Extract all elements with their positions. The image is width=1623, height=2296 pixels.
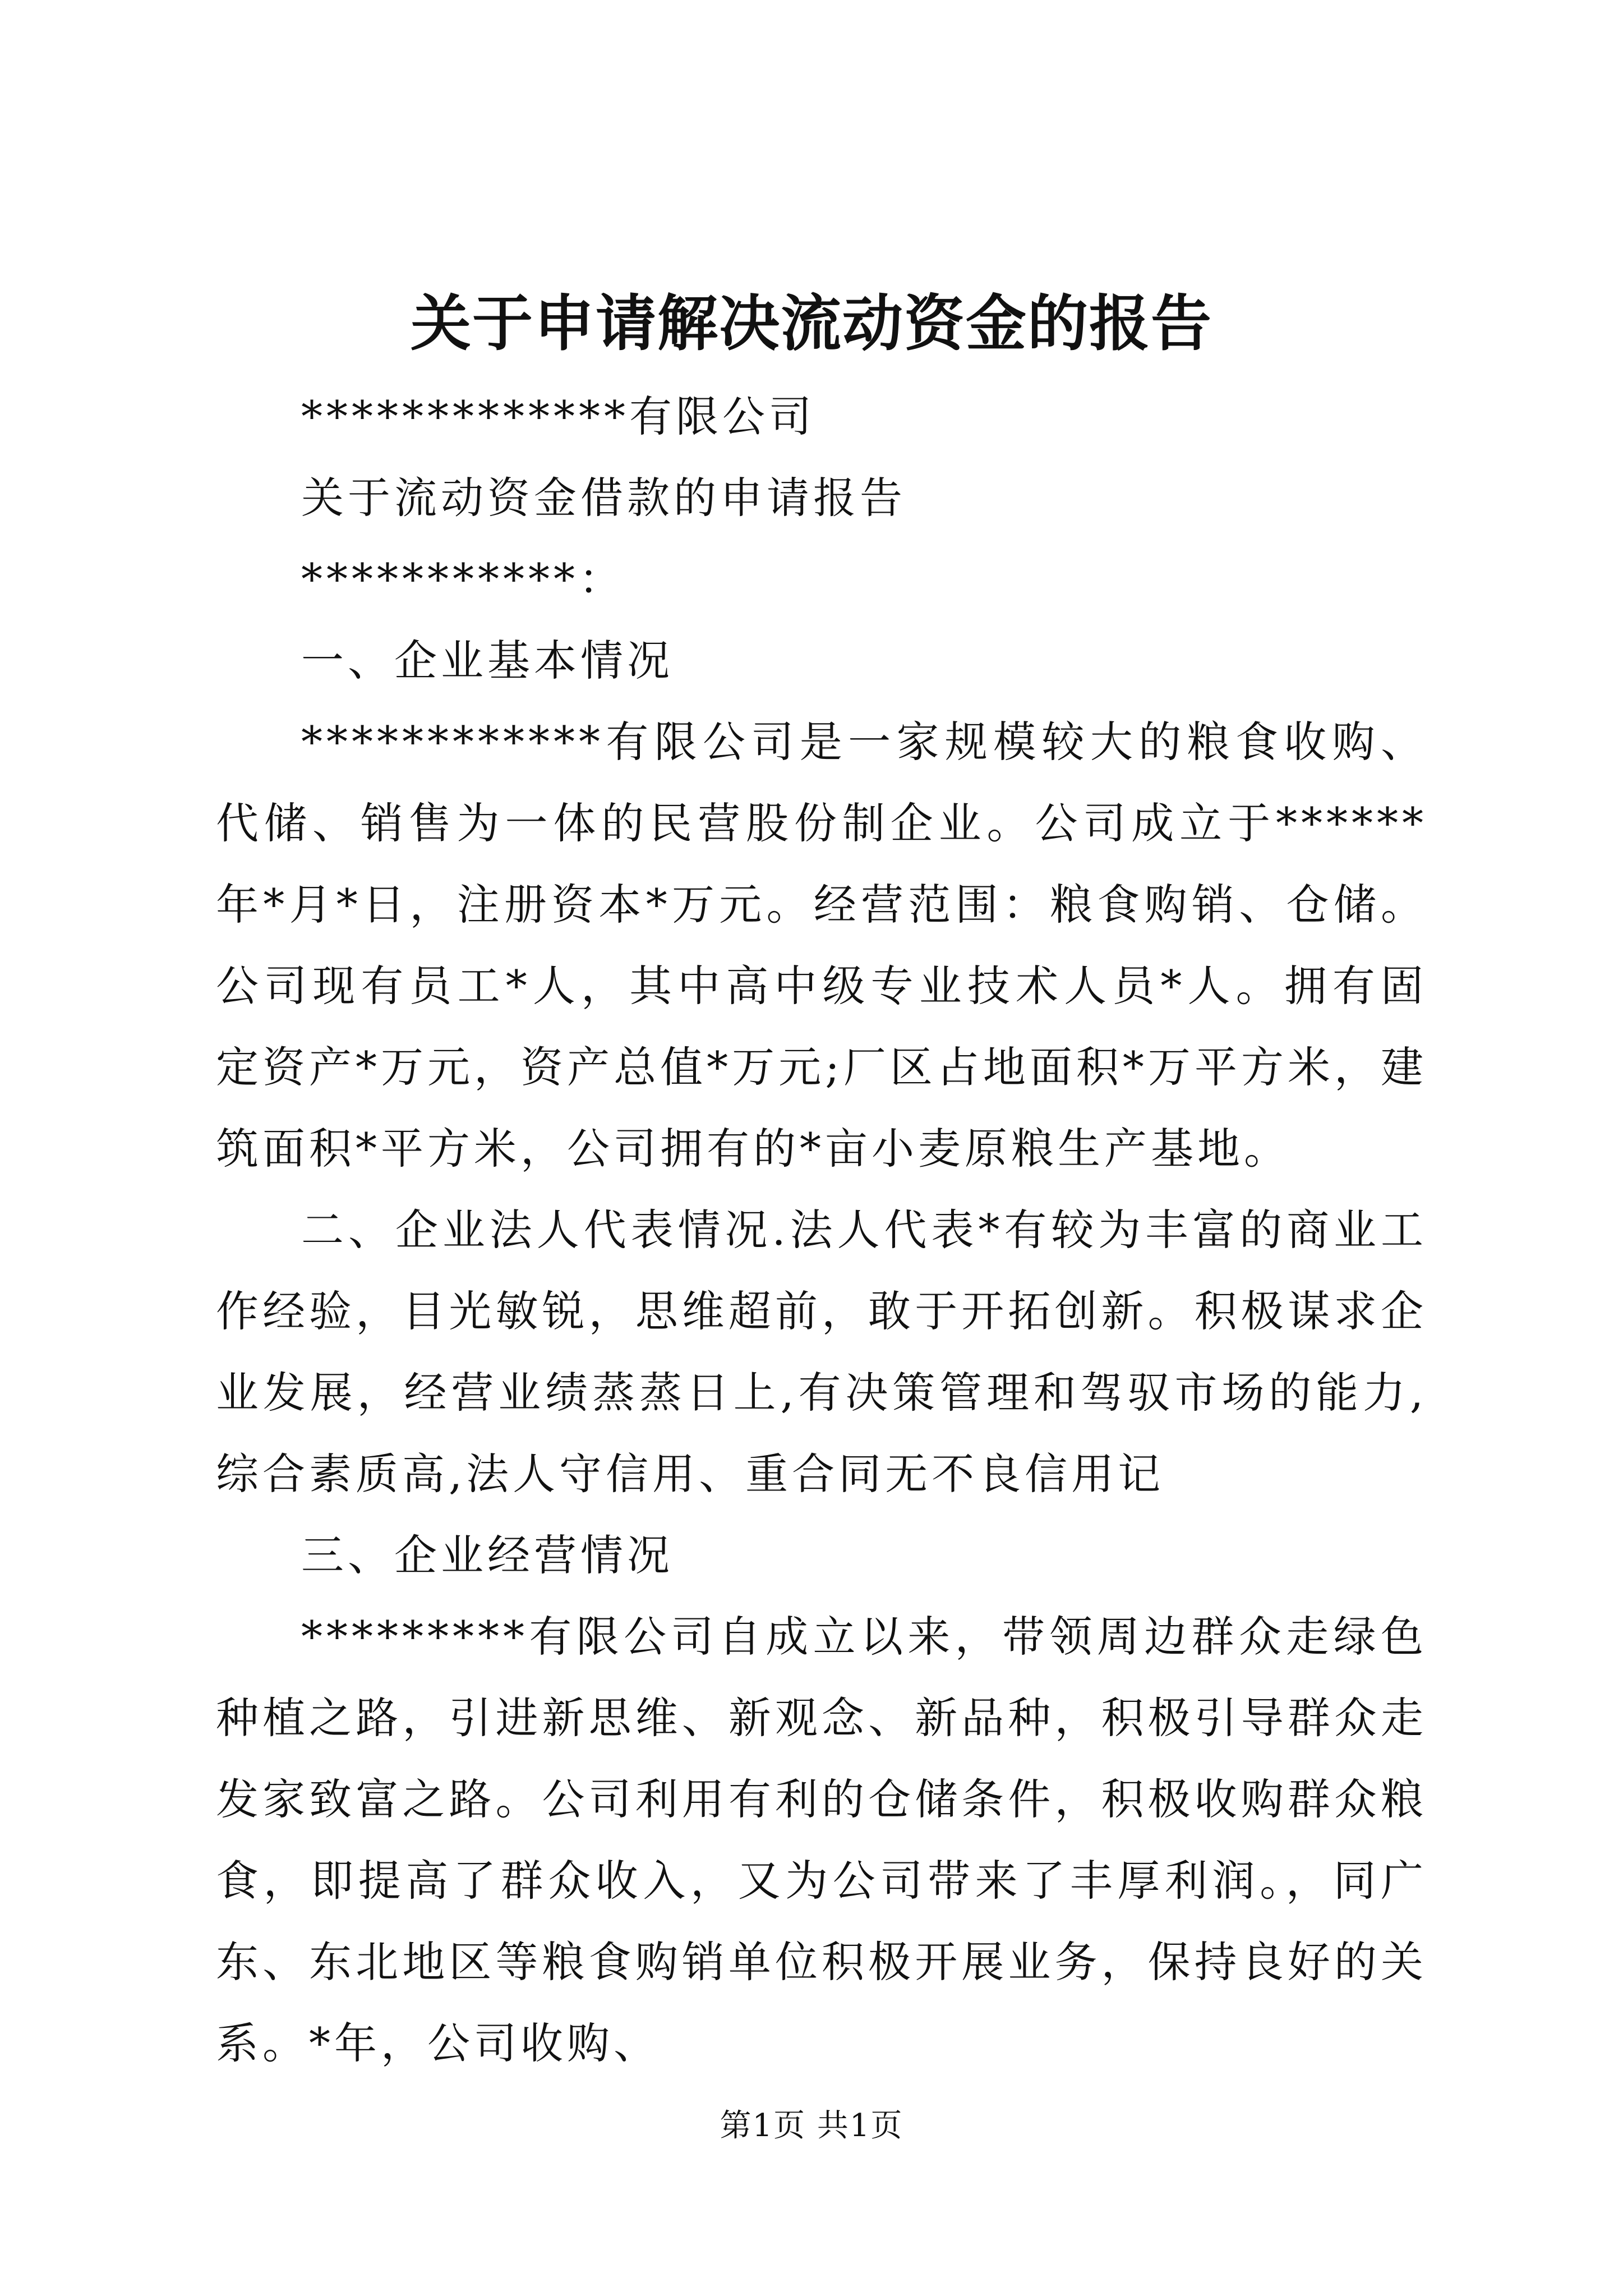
report-subtitle: 关于流动资金借款的申请报告 <box>301 473 906 523</box>
section-heading-basic-info: 一、企业基本情况 <box>301 636 674 685</box>
body-paragraph-legal-representative: 二、企业法人代表情况.法人代表*有较为丰富的商业工作经验，目光敏锐，思维超前，敢于开拓创新。积极谋求企业发展，经营业绩蒸蒸日上,有决策管理和驾驭市场的能力,综合素质高,法人守信用、重合同无不良信用记 <box>216 1205 1427 1499</box>
body-paragraph-basic-info: ************有限公司是一家规模较大的粮食收购、代储、销售为一体的民营股份制企业。公司成立于******年*月*日，注册资本*万元。经营范围：粮食购销、仓储。公司现有员工*人，其中高中级专业技术人员*人。拥有固定资产*万元，资产总值*万元;厂区占地面积*万平方米，建筑面积*平方米，公司拥有的*亩小麦原粮生产基地。 <box>216 717 1427 1174</box>
recipient-line: ***********： <box>301 554 625 604</box>
document-body <box>216 376 1427 2084</box>
section-heading-operations: 三、企业经营情况 <box>301 1530 674 1580</box>
body-paragraph-operations: *********有限公司自成立以来，带领周边群众走绿色种植之路，引进新思维、新观念、新品种，积极引导群众走发家致富之路。公司利用有利的仓储条件，积极收购群众粮食，即提高了群众收入，又为公司带来了丰厚利润。，同广东、东北地区等粮食购销单位积极开展业务，保持良好的关系。*年，公司收购、 <box>216 1612 1427 2068</box>
page-footer: 第1页 共1页 <box>720 2108 903 2144</box>
company-name-line: *************有限公司 <box>301 392 815 441</box>
document-title: 关于申请解决流动资金的报告 <box>410 288 1212 359</box>
